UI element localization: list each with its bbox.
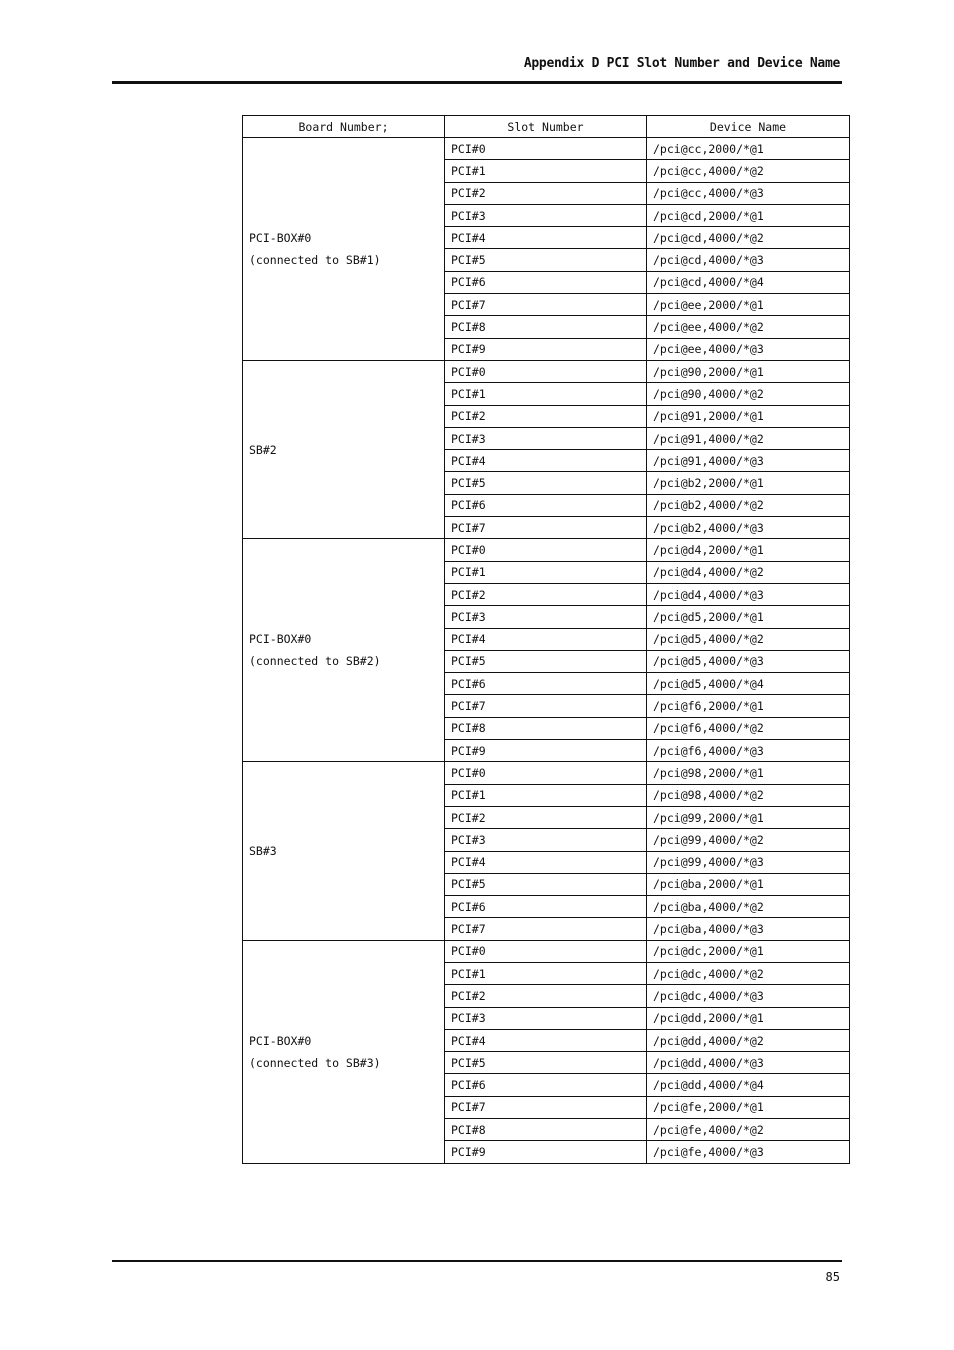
- column-header-slot-number: Slot Number: [445, 116, 647, 138]
- slot-number-cell: PCI#0: [445, 539, 647, 561]
- slot-number-cell: PCI#6: [445, 673, 647, 695]
- device-name-cell: /pci@cc,4000/*@3: [647, 182, 850, 204]
- device-name-cell: /pci@d4,4000/*@3: [647, 583, 850, 605]
- footer-divider: [112, 1260, 842, 1262]
- device-name-cell: /pci@dc,2000/*@1: [647, 940, 850, 962]
- device-name-cell: /pci@cd,4000/*@3: [647, 249, 850, 271]
- device-name-cell: /pci@dd,2000/*@1: [647, 1007, 850, 1029]
- device-name-cell: /pci@d4,4000/*@2: [647, 561, 850, 583]
- page-header-title: Appendix D PCI Slot Number and Device Name: [523, 56, 840, 71]
- column-header-device-name: Device Name: [647, 116, 850, 138]
- slot-number-cell: PCI#2: [445, 985, 647, 1007]
- slot-number-cell: PCI#4: [445, 628, 647, 650]
- slot-number-cell: PCI#2: [445, 806, 647, 828]
- slot-number-cell: PCI#8: [445, 717, 647, 739]
- slot-number-cell: PCI#9: [445, 1141, 647, 1163]
- device-name-cell: /pci@d5,4000/*@3: [647, 650, 850, 672]
- slot-number-cell: PCI#1: [445, 383, 647, 405]
- device-name-cell: /pci@cd,2000/*@1: [647, 204, 850, 226]
- pci-slot-table: [242, 115, 850, 1164]
- slot-number-cell: PCI#6: [445, 896, 647, 918]
- device-name-cell: /pci@99,2000/*@1: [647, 806, 850, 828]
- slot-number-cell: PCI#7: [445, 517, 647, 539]
- table-body: [243, 138, 850, 1164]
- slot-number-cell: PCI#3: [445, 829, 647, 851]
- slot-number-cell: PCI#4: [445, 450, 647, 472]
- device-name-cell: /pci@91,4000/*@2: [647, 427, 850, 449]
- device-name-cell: /pci@98,4000/*@2: [647, 784, 850, 806]
- device-name-cell: /pci@fe,2000/*@1: [647, 1096, 850, 1118]
- slot-number-cell: PCI#0: [445, 940, 647, 962]
- device-name-cell: /pci@fe,4000/*@3: [647, 1141, 850, 1163]
- device-name-cell: /pci@ee,4000/*@3: [647, 338, 850, 360]
- device-name-cell: /pci@dc,4000/*@2: [647, 962, 850, 984]
- table-row: [243, 539, 850, 561]
- device-name-cell: /pci@ba,4000/*@3: [647, 918, 850, 940]
- table-row: [243, 138, 850, 160]
- board-number-cell: SB#2: [243, 360, 445, 538]
- device-name-cell: /pci@cc,4000/*@2: [647, 160, 850, 182]
- device-name-cell: /pci@d5,4000/*@4: [647, 673, 850, 695]
- device-name-cell: /pci@cd,4000/*@4: [647, 271, 850, 293]
- device-name-cell: /pci@d5,2000/*@1: [647, 606, 850, 628]
- column-header-board-number: Board Number;: [243, 116, 445, 138]
- device-name-cell: /pci@d5,4000/*@2: [647, 628, 850, 650]
- device-name-cell: /pci@ee,4000/*@2: [647, 316, 850, 338]
- slot-number-cell: PCI#0: [445, 762, 647, 784]
- device-name-cell: /pci@91,2000/*@1: [647, 405, 850, 427]
- device-name-cell: /pci@99,4000/*@2: [647, 829, 850, 851]
- slot-number-cell: PCI#3: [445, 427, 647, 449]
- device-name-cell: /pci@b2,4000/*@3: [647, 517, 850, 539]
- device-name-cell: /pci@ba,4000/*@2: [647, 896, 850, 918]
- slot-number-cell: PCI#5: [445, 472, 647, 494]
- device-name-cell: /pci@ba,2000/*@1: [647, 873, 850, 895]
- slot-number-cell: PCI#0: [445, 360, 647, 382]
- slot-number-cell: PCI#1: [445, 160, 647, 182]
- slot-number-cell: PCI#6: [445, 1074, 647, 1096]
- table-row: [243, 762, 850, 784]
- slot-number-cell: PCI#2: [445, 405, 647, 427]
- device-name-cell: /pci@dd,4000/*@4: [647, 1074, 850, 1096]
- table-row: [243, 360, 850, 382]
- device-name-cell: /pci@99,4000/*@3: [647, 851, 850, 873]
- slot-number-cell: PCI#8: [445, 1119, 647, 1141]
- device-name-cell: /pci@f6,2000/*@1: [647, 695, 850, 717]
- slot-number-cell: PCI#3: [445, 204, 647, 226]
- header-divider: [112, 81, 842, 84]
- device-name-cell: /pci@dc,4000/*@3: [647, 985, 850, 1007]
- slot-number-cell: PCI#6: [445, 271, 647, 293]
- board-number-cell: PCI-BOX#0 (connected to SB#2): [243, 539, 445, 762]
- slot-number-cell: PCI#0: [445, 138, 647, 160]
- slot-number-cell: PCI#3: [445, 1007, 647, 1029]
- slot-number-cell: PCI#1: [445, 784, 647, 806]
- slot-number-cell: PCI#5: [445, 249, 647, 271]
- device-name-cell: /pci@98,2000/*@1: [647, 762, 850, 784]
- device-name-cell: /pci@90,4000/*@2: [647, 383, 850, 405]
- slot-number-cell: PCI#3: [445, 606, 647, 628]
- page-number: 85: [825, 1270, 840, 1284]
- slot-number-cell: PCI#2: [445, 583, 647, 605]
- device-name-cell: /pci@cd,4000/*@2: [647, 227, 850, 249]
- table-row: [243, 940, 850, 962]
- slot-number-cell: PCI#5: [445, 1052, 647, 1074]
- device-name-cell: /pci@dd,4000/*@2: [647, 1029, 850, 1051]
- slot-number-cell: PCI#7: [445, 695, 647, 717]
- slot-number-cell: PCI#5: [445, 650, 647, 672]
- device-name-cell: /pci@b2,4000/*@2: [647, 494, 850, 516]
- slot-number-cell: PCI#5: [445, 873, 647, 895]
- slot-number-cell: PCI#4: [445, 1029, 647, 1051]
- slot-number-cell: PCI#4: [445, 227, 647, 249]
- slot-number-cell: PCI#9: [445, 338, 647, 360]
- device-name-cell: /pci@f6,4000/*@3: [647, 740, 850, 762]
- slot-number-cell: PCI#4: [445, 851, 647, 873]
- slot-number-cell: PCI#6: [445, 494, 647, 516]
- slot-number-cell: PCI#8: [445, 316, 647, 338]
- slot-number-cell: PCI#7: [445, 1096, 647, 1118]
- device-name-cell: /pci@b2,2000/*@1: [647, 472, 850, 494]
- device-name-cell: /pci@d4,2000/*@1: [647, 539, 850, 561]
- device-name-cell: /pci@ee,2000/*@1: [647, 294, 850, 316]
- board-number-cell: PCI-BOX#0 (connected to SB#3): [243, 940, 445, 1163]
- slot-number-cell: PCI#7: [445, 918, 647, 940]
- device-name-cell: /pci@cc,2000/*@1: [647, 138, 850, 160]
- slot-number-cell: PCI#2: [445, 182, 647, 204]
- board-number-cell: PCI-BOX#0 (connected to SB#1): [243, 138, 445, 361]
- slot-number-cell: PCI#1: [445, 962, 647, 984]
- device-name-cell: /pci@90,2000/*@1: [647, 360, 850, 382]
- device-name-cell: /pci@91,4000/*@3: [647, 450, 850, 472]
- device-name-cell: /pci@f6,4000/*@2: [647, 717, 850, 739]
- table-header-row: [243, 116, 850, 138]
- slot-number-cell: PCI#9: [445, 740, 647, 762]
- board-number-cell: SB#3: [243, 762, 445, 940]
- device-name-cell: /pci@fe,4000/*@2: [647, 1119, 850, 1141]
- device-name-cell: /pci@dd,4000/*@3: [647, 1052, 850, 1074]
- slot-number-cell: PCI#7: [445, 294, 647, 316]
- slot-number-cell: PCI#1: [445, 561, 647, 583]
